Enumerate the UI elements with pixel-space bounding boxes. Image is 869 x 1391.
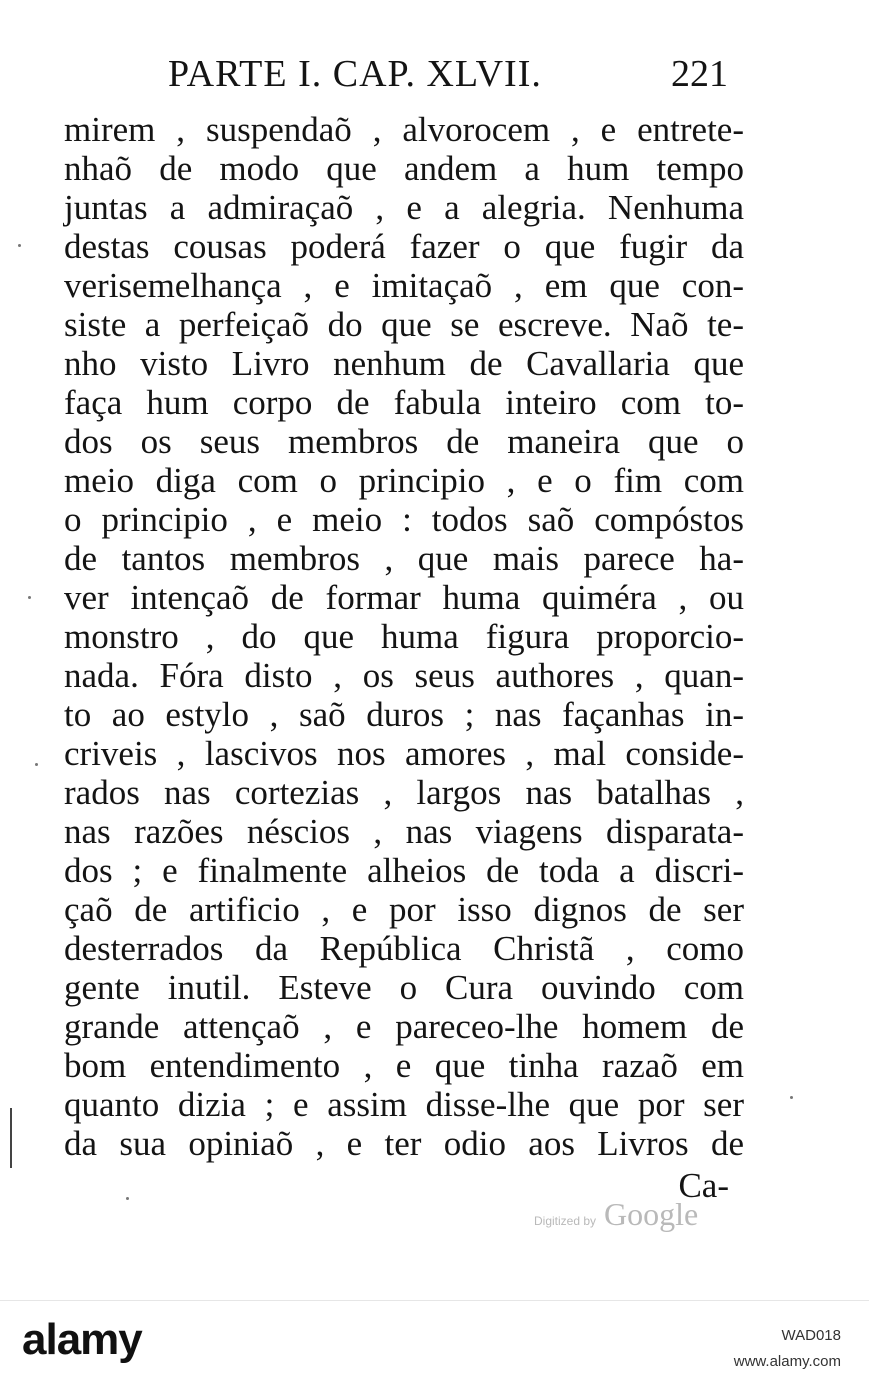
text-line: bom entendimento , e que tinha razaõ em xyxy=(64,1046,744,1085)
stock-id: WAD018 xyxy=(781,1327,841,1344)
text-line: quanto dizia ; e assim disse-lhe que por ser xyxy=(64,1085,744,1124)
text-line: desterrados da República Christã , como xyxy=(64,929,744,968)
digitized-watermark xyxy=(534,1196,698,1233)
text-line: rados nas cortezias , largos nas batalhas , xyxy=(64,773,744,812)
running-head: PARTE I. CAP. XLVII. xyxy=(168,53,542,95)
text-line: de tantos membros , que mais parece ha- xyxy=(64,539,744,578)
print-speck xyxy=(126,1197,129,1200)
text-line: grande attençaõ , e pareceo-lhe homem de xyxy=(64,1007,744,1046)
text-line: nhaõ de modo que andem a hum tempo xyxy=(64,149,744,188)
stock-brand-logo: alamy xyxy=(22,1315,142,1364)
text-line: destas cousas poderá fazer o que fugir da xyxy=(64,227,744,266)
text-line: dos ; e finalmente alheios de toda a discri- xyxy=(64,851,744,890)
text-line: ver intençaõ de formar huma quiméra , ou xyxy=(64,578,744,617)
page-number: 221 xyxy=(671,53,728,95)
text-line: gente inutil. Esteve o Cura ouvindo com xyxy=(64,968,744,1007)
text-line: monstro , do que huma figura proporcio- xyxy=(64,617,744,656)
print-speck xyxy=(28,596,31,599)
text-line: nada. Fóra disto , os seus authores , quan- xyxy=(64,656,744,695)
page-header xyxy=(168,52,728,102)
text-line: juntas a admiraçaõ , e a alegria. Nenhuma xyxy=(64,188,744,227)
stock-site: www.alamy.com xyxy=(733,1353,841,1370)
text-line: meio diga com o principio , e o fim com xyxy=(64,461,744,500)
text-line: dos os seus membros de maneira que o xyxy=(64,422,744,461)
print-speck xyxy=(35,763,38,766)
text-line: da sua opiniaõ , e ter odio aos Livros de xyxy=(64,1124,744,1163)
text-line: faça hum corpo de fabula inteiro com to- xyxy=(64,383,744,422)
text-line: nho visto Livro nenhum de Cavallaria que xyxy=(64,344,744,383)
body-text xyxy=(64,110,744,1163)
text-line: to ao estylo , saõ duros ; nas façanhas in- xyxy=(64,695,744,734)
text-line: criveis , lascivos nos amores , mal conside- xyxy=(64,734,744,773)
margin-rule xyxy=(10,1108,12,1168)
text-line: o principio , e meio : todos saõ compóstos xyxy=(64,500,744,539)
stock-footer xyxy=(0,1300,869,1391)
text-line: siste a perfeiçaõ do que se escreve. Naõ te- xyxy=(64,305,744,344)
digitized-by-label: Digitized by xyxy=(534,1214,597,1228)
digitizer-brand: Google xyxy=(604,1196,699,1232)
catchword: Ca- xyxy=(678,1166,729,1205)
text-line: mirem , suspendaõ , alvorocem , e entrete- xyxy=(64,110,744,149)
text-line: çaõ de artificio , e por isso dignos de ser xyxy=(64,890,744,929)
text-line: verisemelhança , e imitaçaõ , em que con- xyxy=(64,266,744,305)
print-speck xyxy=(790,1096,793,1099)
text-line: nas razões néscios , nas viagens disparata- xyxy=(64,812,744,851)
print-speck xyxy=(18,244,21,247)
